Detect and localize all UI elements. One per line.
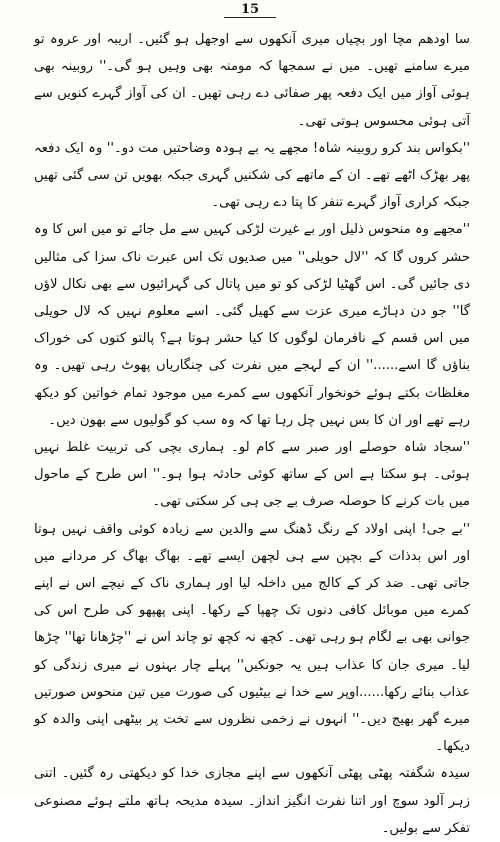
paragraph-3: ''مجھے وہ منحوس ذلیل اور بے غیرت لڑکی کہیں سے مل جائے تو میں اس کا وہ حشر کروں گا کہ ''لال حویلی'' میں صدیوں تک اس عبرت ناک سزا کی مثالیں دی جائیں گی۔ اس گھٹیا لڑکی کو تو میں پاتال کی گہرائیوں سے بھی نکال لاؤں گا'' جو دن دہاڑے میری عزت سے کھیل گئی۔ اسے معلوم نہیں کہ لال حویلی میں اس قسم کے نافرمان لوگوں کا کیا حشر ہوتا ہے؟ پالتو کتوں کی خوراک بناؤں گا اسے......'' ان کے لہجے میں نفرت کی چنگاریاں پھوٹ رہی تھیں۔ وہ مغلظات بکتے ہوئے خونخوار آنکھوں سے کمرے میں موجود تمام خواتین کو دیکھ رہے تھے اور ان کا بس نہیں چل رہا تھا کہ وہ سب کو گولیوں سے بھون دیں۔ [34, 222, 470, 428]
paragraph-2: ''بکواس بند کرو روبینہ شاہ! مجھے یہ بے ہودہ وضاحتیں مت دو۔'' وہ ایک دفعہ پھر بھڑک اٹھے تھے۔ ان کے ماتھے کی شکنیں گہری جبکہ بھویں تن سی گئی تھیں جبکہ کراری آواز گہرے تنفر کا پتا دے رہی تھی۔ [34, 140, 470, 211]
body-text [34, 26, 470, 842]
paragraph-5: ''بے جی! اپنی اولاد کے رنگ ڈھنگ سے والدین سے زیادہ کوئی واقف نہیں ہوتا اور اس بدذات کے بچپن سے ہی لچھن ایسے تھے۔ بھاگ بھاگ کر مردانے میں جاتی تھی۔ ضد کر کے کالج میں داخلہ لیا اور ہماری ناک کے نیچے اس نے اپنے کمرے میں موبائل کافی دنوں تک چھپا کے رکھا۔ اپنی پھپھو کی طرح اس کی جوانی بھی بے لگام ہو رہی تھی۔ کچھ نہ کچھ تو چاند اس نے ''چڑھانا تھا'' چڑھا لیا۔ میری جان کا عذاب ہیں یہ جونکیں'' پہلے چار بہنوں نے میری زندگی کو عذاب بنائے رکھا......اوپر سے خدا نے بیٹیوں کی صورت میں تین منحوس صورتیں میرے گھر بھیج دیں۔'' انہوں نے زخمی نظروں سے تخت پر بیٹھی اپنی والدہ کو دیکھا۔ [34, 521, 470, 755]
paragraph-4: ''سجاد شاہ حوصلے اور صبر سے کام لو۔ ہماری بچی کی تربیت غلط نہیں ہوئی۔ ہو سکتا ہے اس کے ساتھ کوئی حادثہ ہوا ہو۔'' اس طرح کے ماحول میں بات کرنے کا حوصلہ صرف بے جی ہی کر سکتی تھی۔ [34, 440, 470, 510]
paragraph-1: سا اودھم مچا اور بچیاں میری آنکھوں سے اوجھل ہو گئیں۔ اریبہ اور عروہ تو میرے سامنے تھیں۔ میں نے سمجھا کہ مومنہ بھی وہیں ہو گی۔'' روبینہ بھی ہوئی آواز میں ایک دفعہ پھر صفائی دے رہی تھیں۔ ان کی آواز گہرے کنویں سے آتی ہوئی محسوس ہوتی تھی۔ [34, 32, 470, 129]
page-number-underline [224, 17, 276, 18]
page-number: 15 [240, 2, 260, 17]
paragraph-6: سیدہ شگفتہ پھٹی پھٹی آنکھوں سے اپنے مجازی خدا کو دیکھتی رہ گئیں۔ اتنی زہر آلود سوچ اور اتنا نفرت انگیز انداز۔ سیدہ مدیحہ ہاتھ ملتے ہوئے مصنوعی تفکر سے بولیں۔ [34, 766, 470, 836]
